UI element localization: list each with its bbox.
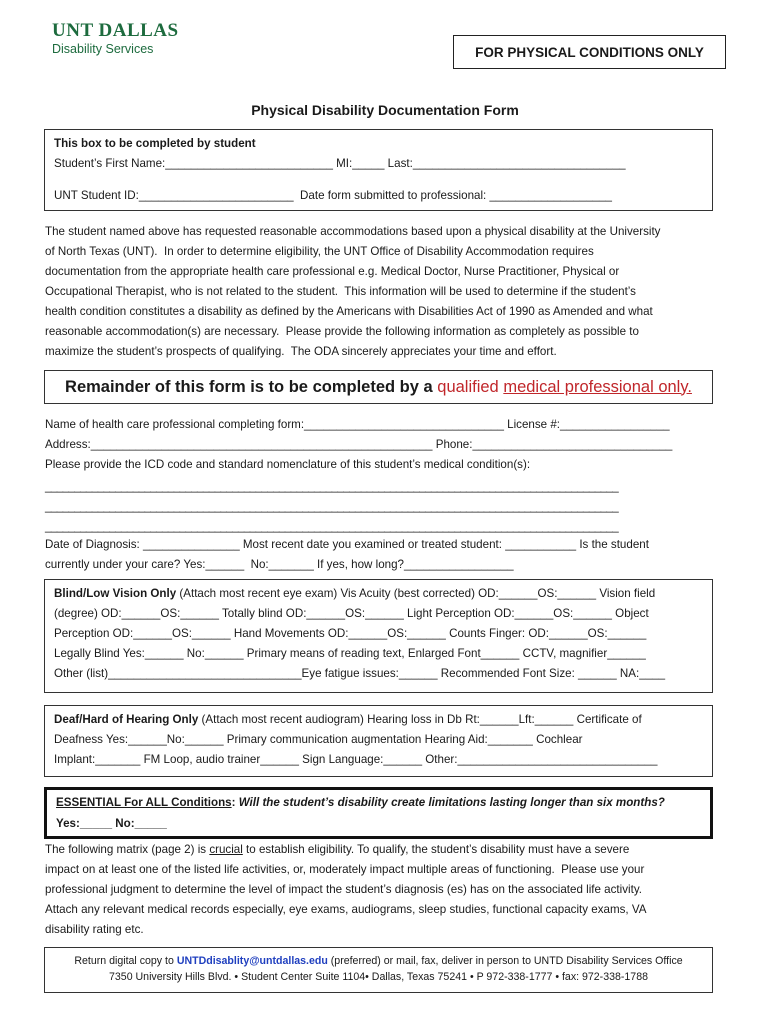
matrix-line-2: impact on at least one of the listed life activities, or, moderately impact multiple areas of functioning. Please use your xyxy=(45,863,645,876)
intro-line: of North Texas (UNT). In order to determine eligibility, the UNT Office of Disability Accommodation requires xyxy=(45,245,594,258)
professional-name-field[interactable]: Name of health care professional completing form:_______________________________ License #:_________________ xyxy=(45,418,670,431)
intro-line: documentation from the appropriate health care professional e.g. Medical Doctor, Nurse Practitioner, Physical or xyxy=(45,265,620,278)
unt-dallas-logo xyxy=(52,20,192,60)
matrix-paragraph xyxy=(45,840,735,940)
professional-only-banner xyxy=(44,370,713,404)
footer-line-1 xyxy=(45,953,712,969)
intro-line: Occupational Therapist, who is not related to the student. This information will be used to determine if the student’s xyxy=(45,285,636,298)
student-name-fields[interactable]: Student’s First Name:__________________________ MI:_____ Last:_________________________________ xyxy=(54,157,626,170)
student-box-heading: This box to be completed by student xyxy=(54,137,256,150)
matrix-line-1 xyxy=(45,840,629,860)
hearing-box xyxy=(44,705,713,777)
matrix-line-4: Attach any relevant medical records especially, eye exams, audiograms, sleep studies, functional capacity exams, VA xyxy=(45,903,647,916)
matrix-text: to establish eligibility. To qualify, the student’s disability must have a severe xyxy=(242,843,630,856)
vision-line-4[interactable]: Legally Blind Yes:______ No:______ Primary means of reading text, Enlarged Font______ CCTV, magnifier______ xyxy=(54,647,646,660)
professional-section xyxy=(45,415,735,580)
vision-box xyxy=(44,579,713,693)
banner-medical-professional: medical professional only. xyxy=(503,377,692,396)
physical-conditions-badge: FOR PHYSICAL CONDITIONS ONLY xyxy=(453,35,726,69)
icd-code-line[interactable]: __________________________________________________________________________________________________ xyxy=(45,520,619,533)
matrix-text: The following matrix (page 2) is xyxy=(45,843,210,856)
matrix-line-5: disability rating etc. xyxy=(45,923,144,936)
vision-line-2[interactable]: (degree) OD:______OS:______ Totally blind OD:______OS:______ Light Perception OD:______OS:______ Object xyxy=(54,607,649,620)
matrix-crucial: crucial xyxy=(209,843,243,856)
hearing-line-1[interactable] xyxy=(54,710,642,730)
return-instructions-box xyxy=(44,947,713,993)
hearing-heading: Deaf/Hard of Hearing Only xyxy=(54,713,199,726)
student-info-box xyxy=(44,129,713,211)
footer-address: 7350 University Hills Blvd. • Student Center Suite 1104• Dallas, Texas 75241 • P 972-338-1777 • fax: 972-338-1788 xyxy=(109,971,648,983)
essential-box xyxy=(44,787,713,839)
intro-paragraph xyxy=(45,222,735,364)
intro-line: reasonable accommodation(s) are necessary. Please provide the following information as completely as possible to xyxy=(45,325,639,338)
diagnosis-date-field[interactable]: Date of Diagnosis: _______________ Most recent date you examined or treated student: ___________ Is the student xyxy=(45,538,649,551)
hearing-loss-fields: (Attach most recent audiogram) Hearing loss in Db Rt:______Lft:______ Certificate of xyxy=(198,713,642,726)
icd-code-prompt: Please provide the ICD code and standard nomenclature of this student’s medical condition(s): xyxy=(45,458,531,471)
logo-wordmark: UNT DALLAS xyxy=(52,20,179,41)
intro-line: The student named above has requested reasonable accommodations based upon a physical disability at the University xyxy=(45,225,661,238)
banner-text: Remainder of this form is to be completed by a xyxy=(65,377,438,396)
matrix-line-3: professional judgment to determine the level of impact the student’s diagnosis (es) has on the associated life activity. xyxy=(45,883,642,896)
email-link[interactable]: UNTDdisablity@untdallas.edu xyxy=(176,955,328,967)
icd-code-line[interactable]: __________________________________________________________________________________________________ xyxy=(45,500,619,513)
essential-question-line xyxy=(56,793,665,813)
intro-line: maximize the student’s prospects of qualifying. The ODA sincerely appreciates your time and effort. xyxy=(45,345,557,358)
vision-line-3[interactable]: Perception OD:______OS:______ Hand Movements OD:______OS:______ Counts Finger: OD:______OS:______ xyxy=(54,627,647,640)
hearing-line-2[interactable]: Deafness Yes:______No:______ Primary communication augmentation Hearing Aid:_______ Cochlear xyxy=(54,733,583,746)
footer-text: Return digital copy to xyxy=(74,955,177,967)
address-field[interactable]: Address:_____________________________________________________ Phone:_______________________________ xyxy=(45,438,673,451)
vision-acuity-fields: (Attach most recent eye exam) Vis Acuity (best corrected) OD:______OS:______ Vision field xyxy=(176,587,656,600)
vision-line-5[interactable]: Other (list)______________________________Eye fatigue issues:______ Recommended Font Size: ______ NA:____ xyxy=(54,667,666,680)
icd-code-line[interactable]: __________________________________________________________________________________________________ xyxy=(45,480,619,493)
essential-colon: : xyxy=(231,796,239,809)
vision-heading: Blind/Low Vision Only xyxy=(54,587,177,600)
vision-line-1[interactable] xyxy=(54,584,655,604)
hearing-line-3[interactable]: Implant:_______ FM Loop, audio trainer______ Sign Language:______ Other:_______________________________ xyxy=(54,753,658,766)
essential-question: Will the student’s disability create limitations lasting longer than six months? xyxy=(238,796,665,809)
essential-heading: ESSENTIAL For ALL Conditions xyxy=(56,796,232,809)
under-care-field[interactable]: currently under your care? Yes:______ No:_______ If yes, how long?_________________ xyxy=(45,558,514,571)
banner-qualified: qualified xyxy=(437,377,504,396)
essential-answer-fields[interactable]: Yes:_____ No:_____ xyxy=(56,817,167,830)
intro-line: health condition constitutes a disability as defined by the Americans with Disabilities Act of 1990 as Amended and what xyxy=(45,305,653,318)
footer-text: (preferred) or mail, fax, deliver in person to UNTD Disability Services Office xyxy=(327,955,683,967)
page-title: Physical Disability Documentation Form xyxy=(251,102,519,118)
student-id-fields[interactable]: UNT Student ID:________________________ Date form submitted to professional: ___________________ xyxy=(54,189,612,202)
logo-subtitle: Disability Services xyxy=(52,42,154,56)
